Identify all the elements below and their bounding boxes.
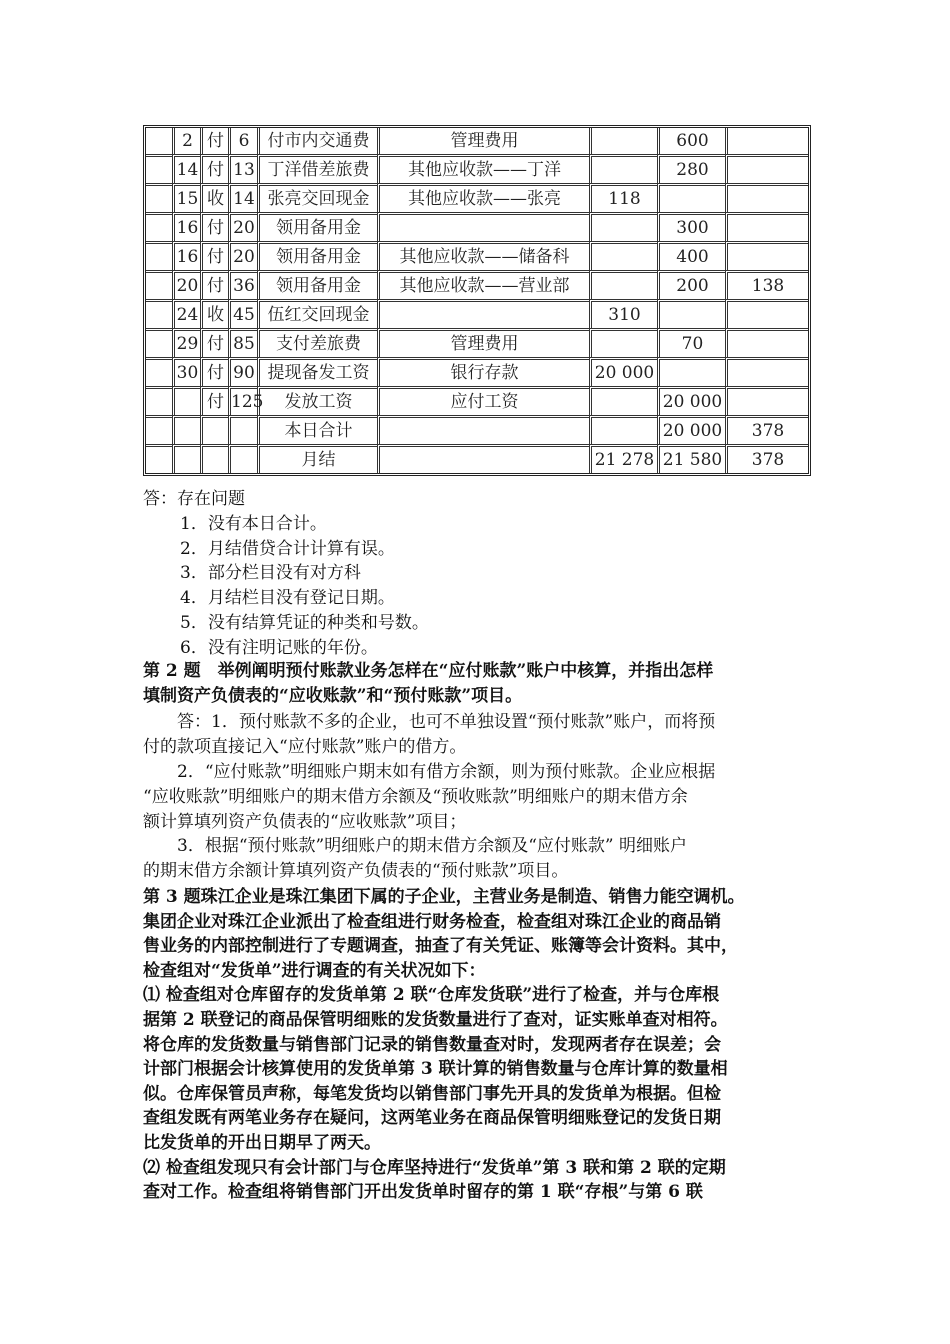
ledger-cell-day: 2 [172, 128, 200, 154]
ledger-cell-type: 付 [200, 241, 228, 270]
ledger-cell-account: 管理费用 [377, 328, 589, 357]
ledger-cell-type: 付 [200, 128, 228, 154]
ledger-cell-type: 付 [200, 154, 228, 183]
ledger-cell-balance: 138 [725, 270, 808, 299]
q3-line: 查对工作。检查组将销售部门开出发货单时留存的第 1 联“存根”与第 6 联 [143, 1182, 703, 1203]
ledger-cell-debit [589, 270, 657, 299]
q3-line: 查组发既有两笔业务存在疑问，这两笔业务在商品保管明细账登记的发货日期 [143, 1108, 721, 1129]
ledger-cell-balance [725, 183, 808, 212]
ledger-cell-account [377, 299, 589, 328]
ledger-row [146, 386, 808, 415]
ledger-row [146, 241, 808, 270]
ledger-cell-summary: 提现备发工资 [257, 357, 377, 386]
ledger-cell-account [377, 212, 589, 241]
ledger-cell-debit [589, 241, 657, 270]
ledger-cell-month [146, 357, 172, 386]
ledger-cell-balance [725, 386, 808, 415]
ledger-cell-day: 16 [172, 241, 200, 270]
ledger-cell-balance [725, 328, 808, 357]
ledger-cell-balance [725, 212, 808, 241]
ledger-cell-balance [725, 241, 808, 270]
ledger-row [146, 128, 808, 154]
ledger-cell-day [172, 415, 200, 444]
answer-item: 4．月结栏目没有登记日期。 [180, 588, 395, 609]
ledger-cell-no: 20 [228, 212, 257, 241]
ledger-cell-summary: 支付差旅费 [257, 328, 377, 357]
ledger-cell-month [146, 212, 172, 241]
ledger-cell-month [146, 241, 172, 270]
ledger-cell-day: 15 [172, 183, 200, 212]
ledger-cell-day [172, 444, 200, 473]
ledger-cell-no [228, 415, 257, 444]
ledger-cell-credit [657, 357, 725, 386]
ledger-cell-debit: 20 000 [589, 357, 657, 386]
ledger-cell-no: 45 [228, 299, 257, 328]
ledger-cell-type: 付 [200, 386, 228, 415]
q2-answer-3: 3．根据“预付账款”明细账户的期末借方余额及“应付账款” 明细账户 [177, 836, 687, 856]
ledger-cell-month [146, 444, 172, 473]
ledger-row [146, 357, 808, 386]
ledger-cell-no: 36 [228, 270, 257, 299]
q3-line: ⑵ 检查组发现只有会计部门与仓库坚持进行“发货单”第 3 联和第 2 联的定期 [143, 1157, 726, 1178]
ledger-cell-summary: 伍红交回现金 [257, 299, 377, 328]
ledger-row [146, 299, 808, 328]
ledger-row [146, 212, 808, 241]
q3-line: 第 3 题珠江企业是珠江集团下属的子企业，主营业务是制造、销售力能空调机。 [143, 887, 745, 907]
ledger-cell-account: 其他应收款——丁洋 [377, 154, 589, 183]
ledger-cell-day: 29 [172, 328, 200, 357]
answer-item: 1．没有本日合计。 [180, 514, 327, 534]
q2-answer-2-cont: “应收账款”明细账户的期末借方余额及“预收账款”明细账户的期末借方余 [143, 787, 688, 807]
ledger-cell-month [146, 183, 172, 212]
q3-line: 将仓库的发货数量与销售部门记录的销售数量查对时，发现两者存在误差；会 [143, 1034, 721, 1055]
answer-item: 2．月结借贷合计计算有误。 [180, 538, 395, 559]
ledger-row [146, 444, 808, 473]
ledger-cell-summary: 张亮交回现金 [257, 183, 377, 212]
ledger-cell-day: 14 [172, 154, 200, 183]
q3-line: 比发货单的开出日期早了两天。 [143, 1133, 381, 1153]
ledger-cell-day: 20 [172, 270, 200, 299]
ledger-cell-balance: 378 [725, 415, 808, 444]
ledger-cell-no [228, 444, 257, 473]
ledger-cell-no: 125 [228, 386, 257, 415]
q2-answer-3-cont: 的期末借方余额计算填列资产负债表的“预付账款”项目。 [143, 861, 569, 881]
ledger-cell-account [377, 415, 589, 444]
ledger-cell-debit [589, 212, 657, 241]
ledger-cell-summary: 发放工资 [257, 386, 377, 415]
ledger-cell-summary: 付市内交通费 [257, 128, 377, 154]
ledger-cell-type: 收 [200, 299, 228, 328]
ledger-cell-balance [725, 128, 808, 154]
q3-line: 计部门根据会计核算使用的发货单第 3 联计算的销售数量与仓库计算的数量相 [143, 1059, 728, 1080]
ledger-cell-type: 付 [200, 212, 228, 241]
ledger-cell-credit: 400 [657, 241, 725, 270]
ledger-cell-debit [589, 415, 657, 444]
ledger-row [146, 183, 808, 212]
ledger-cell-type [200, 415, 228, 444]
ledger-cell-account [377, 444, 589, 473]
ledger-cell-account: 应付工资 [377, 386, 589, 415]
answer-item: 5．没有结算凭证的种类和号数。 [180, 612, 429, 633]
ledger-cell-credit: 21 580 [657, 444, 725, 473]
q2-answer-2: 2．“应付账款”明细账户期末如有借方余额，则为预付账款。企业应根据 [177, 762, 716, 782]
ledger-cell-account: 其他应收款——储备科 [377, 241, 589, 270]
ledger-cell-debit [589, 154, 657, 183]
ledger-cell-credit [657, 299, 725, 328]
ledger-cell-account: 其他应收款——营业部 [377, 270, 589, 299]
ledger-cell-account: 管理费用 [377, 128, 589, 154]
ledger-cell-balance: 378 [725, 444, 808, 473]
ledger-row [146, 328, 808, 357]
ledger-cell-no: 90 [228, 357, 257, 386]
ledger-cell-type: 付 [200, 270, 228, 299]
ledger-cell-type: 收 [200, 183, 228, 212]
ledger-cell-account: 银行存款 [377, 357, 589, 386]
ledger-cell-credit: 200 [657, 270, 725, 299]
ledger-cell-debit: 118 [589, 183, 657, 212]
ledger-cell-month [146, 270, 172, 299]
ledger-cell-type: 付 [200, 357, 228, 386]
q3-line: 售业务的内部控制进行了专题调查，抽查了有关凭证、账簿等会计资料。其中， [143, 936, 738, 957]
ledger-cell-month [146, 328, 172, 357]
ledger-cell-type: 付 [200, 328, 228, 357]
ledger-cell-credit: 280 [657, 154, 725, 183]
q3-line: ⑴ 检查组对仓库留存的发货单第 2 联“仓库发货联”进行了检查，并与仓库根 [143, 985, 720, 1006]
q3-line: 集团企业对珠江企业派出了检查组进行财务检查，检查组对珠江企业的商品销 [143, 911, 721, 932]
ledger-cell-debit [589, 386, 657, 415]
ledger-cell-debit: 310 [589, 299, 657, 328]
ledger-cell-summary: 丁洋借差旅费 [257, 154, 377, 183]
q2-answer-1: 答：1．预付账款不多的企业，也可不单独设置“预付账款”账户，而将预 [177, 712, 716, 732]
q2-answer-2-cont2: 额计算填列资产负债表的“应收账款”项目； [143, 812, 467, 832]
ledger-cell-credit: 70 [657, 328, 725, 357]
answer-heading: 答：存在问题 [143, 489, 245, 509]
ledger-cell-day: 16 [172, 212, 200, 241]
ledger-cell-month [146, 386, 172, 415]
answer-item: 3．部分栏目没有对方科 [180, 563, 361, 584]
question-2-title-cont: 填制资产负债表的“应收账款”和“预付账款”项目。 [143, 686, 523, 706]
ledger-cell-no: 13 [228, 154, 257, 183]
ledger-cell-credit: 20 000 [657, 386, 725, 415]
ledger-cell-summary: 领用备用金 [257, 241, 377, 270]
ledger-row [146, 270, 808, 299]
answer-item: 6．没有注明记账的年份。 [180, 637, 378, 658]
question-2-title: 第 2 题 举例阐明预付账款业务怎样在“应付账款”账户中核算，并指出怎样 [143, 661, 714, 681]
ledger-cell-no: 14 [228, 183, 257, 212]
ledger-cell-summary: 月结 [257, 444, 377, 473]
ledger-cell-balance [725, 357, 808, 386]
ledger-cell-no: 20 [228, 241, 257, 270]
ledger-cell-credit [657, 183, 725, 212]
q3-line: 检查组对“发货单”进行调查的有关状况如下： [143, 960, 486, 981]
ledger-cell-month [146, 415, 172, 444]
ledger-cell-credit: 600 [657, 128, 725, 154]
ledger-cell-balance [725, 154, 808, 183]
ledger-cell-no: 6 [228, 128, 257, 154]
ledger-cell-day: 24 [172, 299, 200, 328]
ledger-cell-month [146, 128, 172, 154]
ledger-cell-account: 其他应收款——张亮 [377, 183, 589, 212]
ledger-cell-month [146, 154, 172, 183]
ledger-cell-debit [589, 328, 657, 357]
q3-line: 据第 2 联登记的商品保管明细账的发货数量进行了查对，证实账单查对相符。 [143, 1010, 728, 1030]
cash-journal-table [143, 125, 811, 476]
ledger-cell-debit [589, 128, 657, 154]
ledger-cell-summary: 领用备用金 [257, 212, 377, 241]
ledger-row [146, 154, 808, 183]
ledger-cell-type [200, 444, 228, 473]
ledger-row [146, 415, 808, 444]
ledger-cell-day [172, 386, 200, 415]
ledger-cell-credit: 300 [657, 212, 725, 241]
ledger-cell-summary: 领用备用金 [257, 270, 377, 299]
q2-answer-1-cont: 付的款项直接记入“应付账款”账户的借方。 [143, 737, 467, 757]
ledger-cell-no: 85 [228, 328, 257, 357]
ledger-cell-debit: 21 278 [589, 444, 657, 473]
ledger-cell-credit: 20 000 [657, 415, 725, 444]
ledger-cell-month [146, 299, 172, 328]
q3-line: 似。仓库保管员声称，每笔发货均以销售部门事先开具的发货单为根据。但检 [143, 1083, 721, 1104]
ledger-cell-day: 30 [172, 357, 200, 386]
ledger-cell-summary: 本日合计 [257, 415, 377, 444]
ledger-cell-balance [725, 299, 808, 328]
